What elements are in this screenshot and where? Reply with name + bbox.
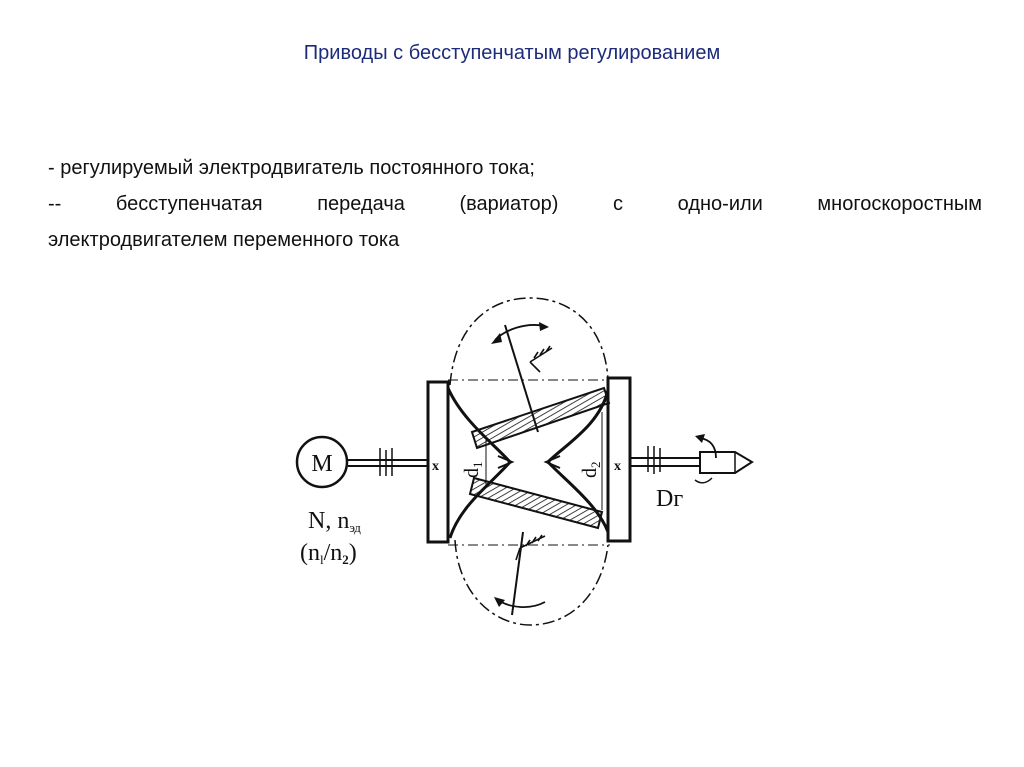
bullet-item: -- бесступенчатая передача (вариатор) с одно-или многоскоростным	[48, 193, 982, 215]
output-bearing-icon	[648, 446, 660, 474]
power-speed-label: N, nэд	[308, 508, 361, 535]
d1-label: $d_1$	[461, 461, 485, 478]
upper-roller	[472, 388, 609, 448]
slide-title: Приводы с бесступенчатым регулированием	[303, 42, 721, 64]
upper-support-icon	[530, 346, 552, 372]
upper-rotation-arrow-icon	[495, 325, 545, 340]
upper-dashed-arc	[450, 298, 608, 385]
speed-ratio-label: (nl/n2)	[300, 540, 357, 567]
motor-label: M	[311, 451, 333, 477]
input-bearing-icon	[380, 448, 392, 476]
output-diameter-label: Dг	[656, 486, 684, 512]
lower-dashed-arc	[455, 540, 608, 625]
output-tool-icon	[700, 452, 752, 473]
lower-rotation-arrow-icon	[498, 600, 545, 607]
bullet-item: электродвигателем переменного тока	[48, 229, 400, 251]
shaft-mark-left: x	[432, 459, 439, 474]
bullet-item: - регулируемый электродвигатель постоянного тока;	[48, 157, 535, 179]
d2-label: $d_2$	[579, 461, 603, 478]
lower-roller	[470, 478, 602, 528]
shaft-mark-right: x	[614, 459, 621, 474]
lower-tilt-axis	[512, 532, 523, 615]
